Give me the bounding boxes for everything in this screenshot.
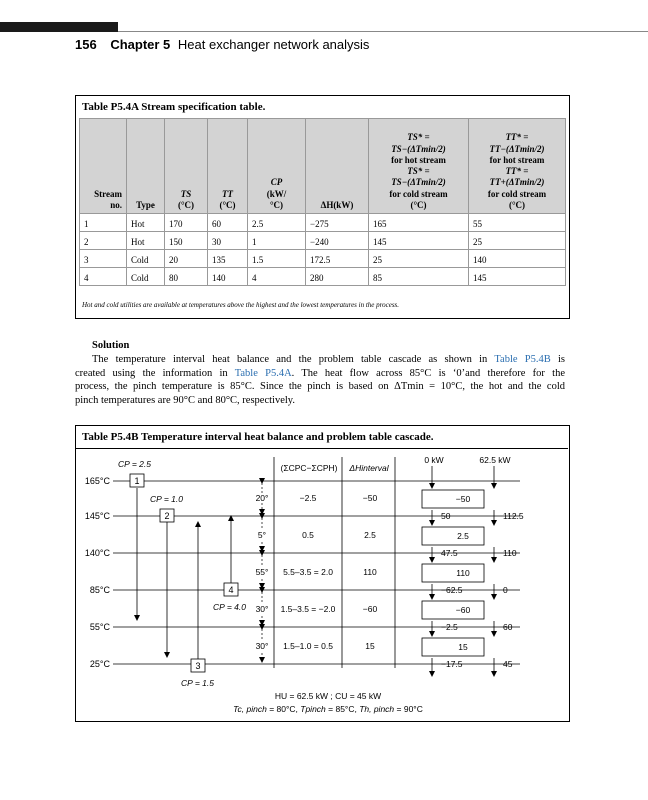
left-cascade-header: 0 kW — [424, 455, 444, 465]
solution-line: The temperature interval heat balance and the problem table cascade as shown in Table P5.4B is — [92, 354, 565, 365]
interval-cp-diff: −2.5 — [299, 493, 317, 503]
col-type: Type — [127, 119, 165, 214]
stream-2-number: 2 — [164, 511, 170, 521]
pinch-temperatures: Tc, pinch = 80°C, Tpinch = 85°C, Th, pinch = 90°C — [233, 704, 423, 714]
solution-line: pinch temperatures are 90°C and 80°C, respectively. — [75, 394, 295, 406]
cascade-interval-value: 2.5 — [457, 531, 469, 541]
col-dh: ΔH(kW) — [306, 119, 369, 214]
interval-cp-diff: 0.5 — [302, 530, 314, 540]
col-tt: TT (°C) — [208, 119, 248, 214]
interval-cp-diff: 5.5–3.5 = 2.0 — [283, 567, 333, 577]
cascade-right-value: 0 — [503, 585, 508, 595]
stream-1-cp: CP = 2.5 — [118, 459, 151, 469]
col-tt-star: TT* = TT−(ΔTmin/2) for hot stream TT* = TT+(ΔTmin/2) for cold stream (°C) — [469, 119, 566, 214]
stream-3-cp: CP = 1.5 — [181, 678, 214, 688]
cascade-left-value: −2.5 — [441, 622, 458, 632]
chapter-title: Heat exchanger network analysis — [177, 37, 370, 52]
col-stream: Stream no. — [80, 119, 127, 214]
page-number: 156 — [75, 37, 97, 52]
stream-1-number: 1 — [134, 476, 140, 486]
table-b-caption: Table P5.4B Temperature interval heat balance and problem table cascade. — [82, 431, 434, 443]
interval-dh: −50 — [362, 493, 378, 503]
interval-dt: 5° — [257, 530, 267, 540]
temp-label: 165°C — [84, 476, 110, 486]
table-row: 3 Cold 20 135 1.5 172.5 25 140 — [80, 250, 566, 268]
col-cp: CP (kW/ °C) — [248, 119, 306, 214]
interval-dh: 110 — [363, 567, 377, 577]
interval-dh: 15 — [365, 641, 375, 651]
cascade-interval-value: 110 — [456, 568, 470, 578]
temp-label: 55°C — [89, 622, 110, 632]
col-ts: TS (°C) — [165, 119, 208, 214]
interval-dh: 2.5 — [364, 530, 376, 540]
dh-interval-header: ΔHinterval — [349, 463, 389, 473]
cp-diff-header: (ΣCPC−ΣCPH) — [280, 463, 338, 473]
solution-title: Solution — [92, 340, 130, 351]
interval-dt: 30° — [255, 641, 269, 651]
table-row: 2 Hot 150 30 1 −240 145 25 — [80, 232, 566, 250]
stream-2-cp: CP = 1.0 — [150, 494, 183, 504]
col-ts-star: TS* = TS−(ΔTmin/2) for hot stream TS* = TS−(ΔTmin/2) for cold stream (°C) — [369, 119, 469, 214]
cascade-left-value: −17.5 — [441, 659, 463, 669]
temp-label: 85°C — [89, 585, 110, 595]
chapter-label: Chapter 5 — [110, 37, 171, 52]
table-row: 4 Cold 80 140 4 280 85 145 — [80, 268, 566, 286]
cascade-right-value: 110 — [503, 548, 517, 558]
interval-cp-diff: 1.5–3.5 = −2.0 — [280, 604, 336, 614]
cascade-right-value: 60 — [503, 622, 513, 632]
interval-cp-diff: 1.5–1.0 = 0.5 — [283, 641, 333, 651]
solution-line: process, the pinch temperature is 85°C. Since the pinch is based on ΔTmin = 10°C, the hot and the cold — [75, 381, 565, 393]
cascade-left-value: 47.5 — [441, 548, 458, 558]
table-a-footnote: Hot and cold utilities are available at temperatures above the highest and the lowest temperatures in the process. — [82, 301, 400, 309]
cascade-interval-value: 15 — [458, 642, 468, 652]
cascade-right-value: 112.5 — [503, 511, 524, 521]
cascade-interval-value: −50 — [455, 494, 471, 504]
stream-4-cp: CP = 4.0 — [213, 602, 246, 612]
cascade-left-value: 50 — [441, 511, 451, 521]
table-a-caption: Table P5.4A Stream specification table. — [82, 101, 266, 113]
temp-label: 145°C — [84, 511, 110, 521]
solution-line: created using the information in Table P5.4A. The heat flow across 85°C is ‘0’and therefore for the — [75, 367, 565, 379]
cascade-left-value: −62.5 — [441, 585, 463, 595]
cascade-right-value: 45 — [503, 659, 513, 669]
cascade-interval-value: −60 — [455, 605, 471, 615]
interval-dt: 30° — [255, 604, 269, 614]
table-p54a-link[interactable]: Table P5.4A — [234, 367, 292, 379]
stream-3-number: 3 — [195, 661, 201, 671]
right-cascade-header: 62.5 kW — [479, 455, 511, 465]
stream-4-number: 4 — [228, 585, 234, 595]
temp-label: 140°C — [84, 548, 110, 558]
interval-dh: −60 — [362, 604, 378, 614]
table-row: 1 Hot 170 60 2.5 −275 165 55 — [80, 214, 566, 232]
table-p54b-link[interactable]: Table P5.4B — [494, 354, 551, 365]
interval-dt: 55° — [255, 567, 269, 577]
temp-label: 25°C — [89, 659, 110, 669]
column-separators — [274, 457, 395, 668]
utilities-summary: HU = 62.5 kW ; CU = 45 kW — [274, 691, 382, 701]
interval-dt: 20° — [255, 493, 269, 503]
